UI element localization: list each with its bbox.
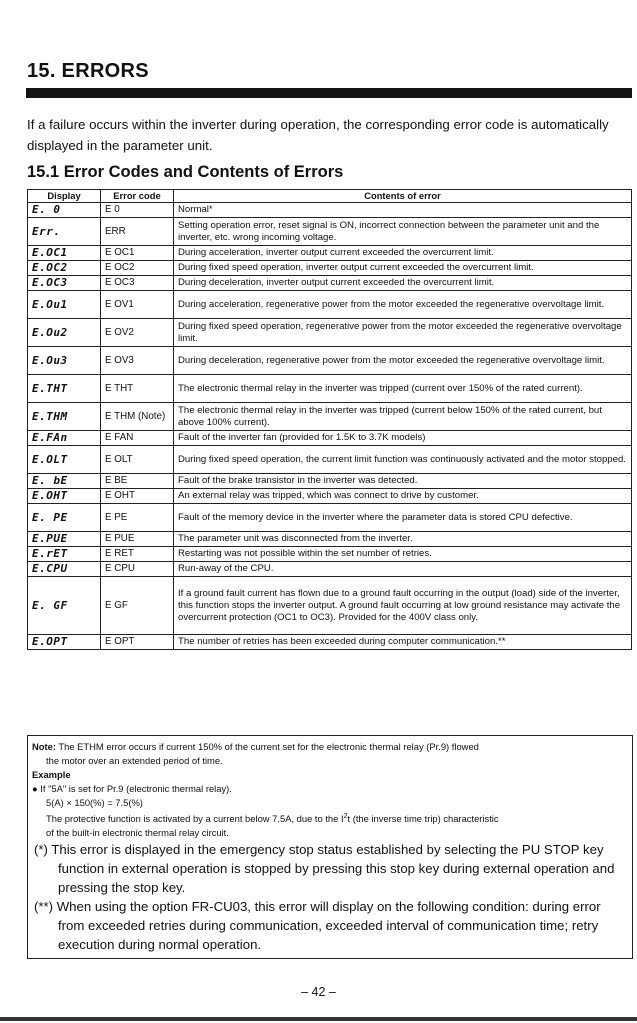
header-display: Display <box>28 190 101 203</box>
note-box <box>27 735 633 959</box>
table-row <box>28 431 632 446</box>
protection-line-1: The protective function is activated by a current below 7.5A, due to the $I^2t$ (the inverse time trip) characteristic <box>46 813 499 825</box>
footer-rule <box>0 1017 637 1021</box>
intro-paragraph: If a failure occurs within the inverter during operation, the corresponding error code is automatically displayed in the parameter unit. <box>27 117 609 153</box>
footnote-double-star: (**) When using the option FR-CU03, this error will display on the following condition: during error from exceeded retries during communication, exceeded interval of communication time; retry execution during normal operation. <box>34 899 601 953</box>
code-cell: E OC1 <box>101 246 174 261</box>
code-cell: E OC2 <box>101 261 174 276</box>
display-cell: E.FAn <box>28 431 101 446</box>
example-bullet: ● If "5A" is set for Pr.9 (electronic thermal relay). <box>32 783 232 794</box>
display-cell: E.THM <box>28 403 101 431</box>
code-cell: E OC3 <box>101 276 174 291</box>
display-cell: E.OC1 <box>28 246 101 261</box>
display-cell: E. 0 <box>28 203 101 218</box>
table-row <box>28 532 632 547</box>
table-row <box>28 547 632 562</box>
table-row <box>28 446 632 474</box>
content-cell: Fault of the inverter fan (provided for 1.5K to 3.7K models) <box>174 431 632 446</box>
content-cell: The electronic thermal relay in the inverter was tripped (current over 150% of the rated current). <box>174 375 632 403</box>
table-row <box>28 474 632 489</box>
display-cell: Err. <box>28 218 101 246</box>
table-row <box>28 562 632 577</box>
error-code-table <box>27 189 632 650</box>
example-calc: 5(A) × 150(%) = 7.5(%) <box>46 797 143 808</box>
heading-rule <box>26 88 632 98</box>
code-cell: E BE <box>101 474 174 489</box>
table-row <box>28 577 632 635</box>
header-error-code: Error code <box>101 190 174 203</box>
display-cell: E. bE <box>28 474 101 489</box>
content-cell: The electronic thermal relay in the inverter was tripped (current below 150% of the rated current, but above 100% current). <box>174 403 632 431</box>
code-cell: E OV3 <box>101 347 174 375</box>
table-row <box>28 489 632 504</box>
table-row <box>28 276 632 291</box>
display-cell: E.Ou2 <box>28 319 101 347</box>
content-cell: During acceleration, inverter output current exceeded the overcurrent limit. <box>174 246 632 261</box>
content-cell: An external relay was tripped, which was connect to drive by customer. <box>174 489 632 504</box>
content-cell: Run-away of the CPU. <box>174 562 632 577</box>
code-cell: E PE <box>101 504 174 532</box>
display-cell: E.OC2 <box>28 261 101 276</box>
table-row <box>28 291 632 319</box>
code-cell: E OV1 <box>101 291 174 319</box>
display-cell: E.Ou1 <box>28 291 101 319</box>
display-cell: E.THT <box>28 375 101 403</box>
table-header-row <box>28 190 632 203</box>
table-row <box>28 261 632 276</box>
content-cell: During deceleration, regenerative power from the motor exceeded the regenerative overvoltage limit. <box>174 347 632 375</box>
protection-line-2: of the built-in electronic thermal relay circuit. <box>46 827 229 839</box>
table-row <box>28 403 632 431</box>
content-cell: The number of retries has been exceeded during computer communication.** <box>174 635 632 650</box>
display-cell: E.OHT <box>28 489 101 504</box>
table-row <box>28 347 632 375</box>
content-cell: Setting operation error, reset signal is ON, incorrect connection between the parameter unit and the inverter, etc. wrong incoming voltage. <box>174 218 632 246</box>
page-heading: 15. ERRORS <box>27 60 149 82</box>
table-row <box>28 319 632 347</box>
content-cell: During fixed speed operation, inverter output current exceeded the overcurrent limit. <box>174 261 632 276</box>
content-cell: The parameter unit was disconnected from the inverter. <box>174 532 632 547</box>
content-cell: Normal* <box>174 203 632 218</box>
note-text-2: the motor over an extended period of time. <box>46 755 223 766</box>
note-line-1 <box>32 740 626 754</box>
code-cell: E CPU <box>101 562 174 577</box>
code-cell: E OPT <box>101 635 174 650</box>
code-cell: ERR <box>101 218 174 246</box>
display-cell: E. GF <box>28 577 101 635</box>
page-number: – 42 – <box>301 985 336 999</box>
code-cell: E RET <box>101 547 174 562</box>
display-cell: E.Ou3 <box>28 347 101 375</box>
content-cell: If a ground fault current has flown due to a ground fault occurring in the output (load) side of the inverter, this function stops the inverter output. A ground fault occurring at low ground resistance may activate the overcurrent protection (OC1 to OC3). Provided for the 400V class only. <box>174 577 632 635</box>
code-cell: E FAN <box>101 431 174 446</box>
code-cell: E THM (Note) <box>101 403 174 431</box>
code-cell: E GF <box>101 577 174 635</box>
note-label: Note: <box>32 741 56 752</box>
table-row <box>28 635 632 650</box>
display-cell: E.CPU <box>28 562 101 577</box>
header-contents: Contents of error <box>174 190 632 203</box>
display-cell: E.OPT <box>28 635 101 650</box>
note-text-1: The ETHM error occurs if current 150% of the current set for the electronic thermal relay (Pr.9) flowed <box>58 741 479 752</box>
content-cell: Restarting was not possible within the set number of retries. <box>174 547 632 562</box>
example-label: Example <box>32 769 71 780</box>
code-cell: E OLT <box>101 446 174 474</box>
code-cell: E THT <box>101 375 174 403</box>
display-cell: E.OC3 <box>28 276 101 291</box>
table-row <box>28 203 632 218</box>
content-cell: During fixed speed operation, regenerative power from the motor exceeded the regenerative overvoltage limit. <box>174 319 632 347</box>
footnote-single-star: (*) This error is displayed in the emergency stop status established by selecting the PU STOP key function in external operation is stopped by pressing this stop key during external operation and pressing the stop key. <box>34 842 615 896</box>
display-cell: E.rET <box>28 547 101 562</box>
table-row <box>28 504 632 532</box>
code-cell: E 0 <box>101 203 174 218</box>
table-row <box>28 246 632 261</box>
content-cell: During fixed speed operation, the current limit function was continuously activated and the motor stopped. <box>174 446 632 474</box>
content-cell: Fault of the brake transistor in the inverter was detected. <box>174 474 632 489</box>
code-cell: E OV2 <box>101 319 174 347</box>
content-cell: Fault of the memory device in the inverter where the parameter data is stored CPU defective. <box>174 504 632 532</box>
code-cell: E PUE <box>101 532 174 547</box>
display-cell: E.OLT <box>28 446 101 474</box>
section-subheading: 15.1 Error Codes and Contents of Errors <box>27 163 344 181</box>
content-cell: During deceleration, inverter output current exceeded the overcurrent limit. <box>174 276 632 291</box>
code-cell: E OHT <box>101 489 174 504</box>
display-cell: E. PE <box>28 504 101 532</box>
display-cell: E.PUE <box>28 532 101 547</box>
table-row <box>28 218 632 246</box>
content-cell: During acceleration, regenerative power from the motor exceeded the regenerative overvoltage limit. <box>174 291 632 319</box>
table-row <box>28 375 632 403</box>
